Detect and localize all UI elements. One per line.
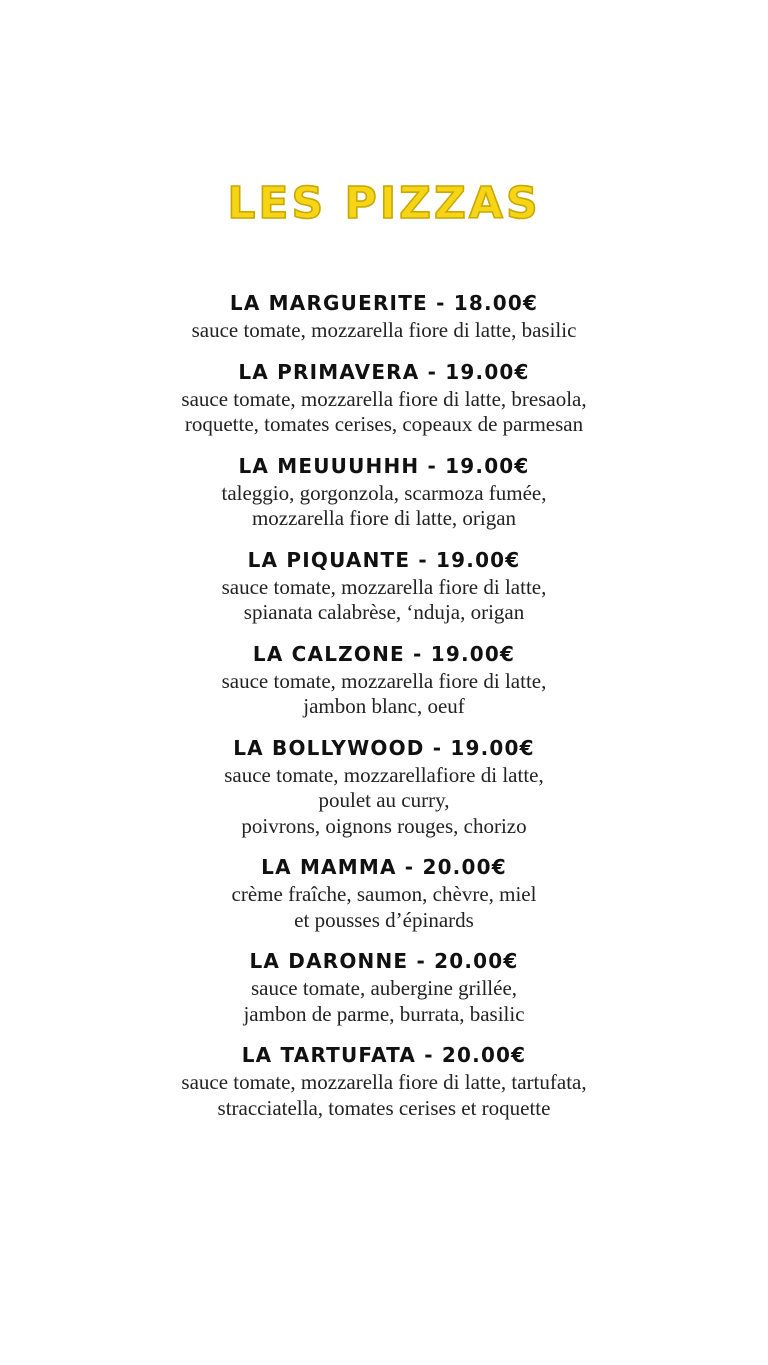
menu-item-description xyxy=(0,1070,768,1121)
description-line: sauce tomate, mozzarellafiore di latte, xyxy=(224,762,544,787)
description-line: stracciatella, tomates cerises et roquette xyxy=(217,1095,551,1120)
menu-item-name: LA MARGUERITE - 18.00€ xyxy=(229,291,539,315)
description-line: sauce tomate, mozzarella fiore di latte, basilic xyxy=(191,318,577,342)
pizza-menu-list xyxy=(0,288,768,1134)
description-line: spianata calabrèse, ‘nduja, origan xyxy=(243,600,525,624)
menu-item xyxy=(0,545,768,626)
menu-item-description xyxy=(0,882,768,933)
menu-item-description xyxy=(0,976,768,1027)
menu-item-description xyxy=(0,318,768,344)
menu-item-description xyxy=(0,763,768,840)
menu-item-name: LA CALZONE - 19.00€ xyxy=(252,641,516,666)
description-line: sauce tomate, mozzarella fiore di latte, bresaola, xyxy=(181,386,587,411)
description-line: mozzarella fiore di latte, origan xyxy=(251,506,517,530)
menu-item-name: LA MAMMA - 20.00€ xyxy=(261,855,507,879)
menu-item-name: LA PIQUANTE - 19.00€ xyxy=(247,547,521,572)
menu-item-name: LA MEUUUHHH - 19.00€ xyxy=(238,453,530,478)
description-line: sauce tomate, aubergine grillée, xyxy=(250,976,518,1000)
menu-item-name: LA PRIMAVERA - 19.00€ xyxy=(238,359,530,384)
menu-item xyxy=(0,357,768,438)
menu-item xyxy=(0,451,768,532)
menu-item xyxy=(0,733,768,840)
description-line: et pousses d’épinards xyxy=(294,907,474,932)
menu-item xyxy=(0,1040,768,1121)
menu-item xyxy=(0,639,768,720)
menu-item xyxy=(0,852,768,933)
menu-item-description xyxy=(0,575,768,626)
description-line: jambon blanc, oeuf xyxy=(303,694,465,718)
description-line: crème fraîche, saumon, chèvre, miel xyxy=(231,882,537,906)
menu-item-description xyxy=(0,669,768,720)
menu-item-name: LA BOLLYWOOD - 19.00€ xyxy=(233,735,535,760)
description-line: sauce tomate, mozzarella fiore di latte, tartufata, xyxy=(181,1070,587,1094)
menu-item-description xyxy=(0,387,768,438)
description-line: taleggio, gorgonzola, scarmoza fumée, xyxy=(221,480,547,505)
menu-item xyxy=(0,946,768,1027)
description-line: poivrons, oignons rouges, chorizo xyxy=(241,813,527,838)
description-line: poulet au curry, xyxy=(318,788,450,812)
description-line: sauce tomate, mozzarella fiore di latte, xyxy=(221,574,547,599)
menu-item-name: LA DARONNE - 20.00€ xyxy=(249,949,519,973)
description-line: sauce tomate, mozzarella fiore di latte, xyxy=(221,668,547,693)
description-line: roquette, tomates cerises, copeaux de parmesan xyxy=(184,412,584,436)
menu-item-description xyxy=(0,481,768,532)
menu-item-name: LA TARTUFATA - 20.00€ xyxy=(241,1043,527,1067)
menu-item xyxy=(0,288,768,344)
page-title: LES PIZZAS xyxy=(227,178,541,229)
description-line: jambon de parme, burrata, basilic xyxy=(243,1001,525,1026)
